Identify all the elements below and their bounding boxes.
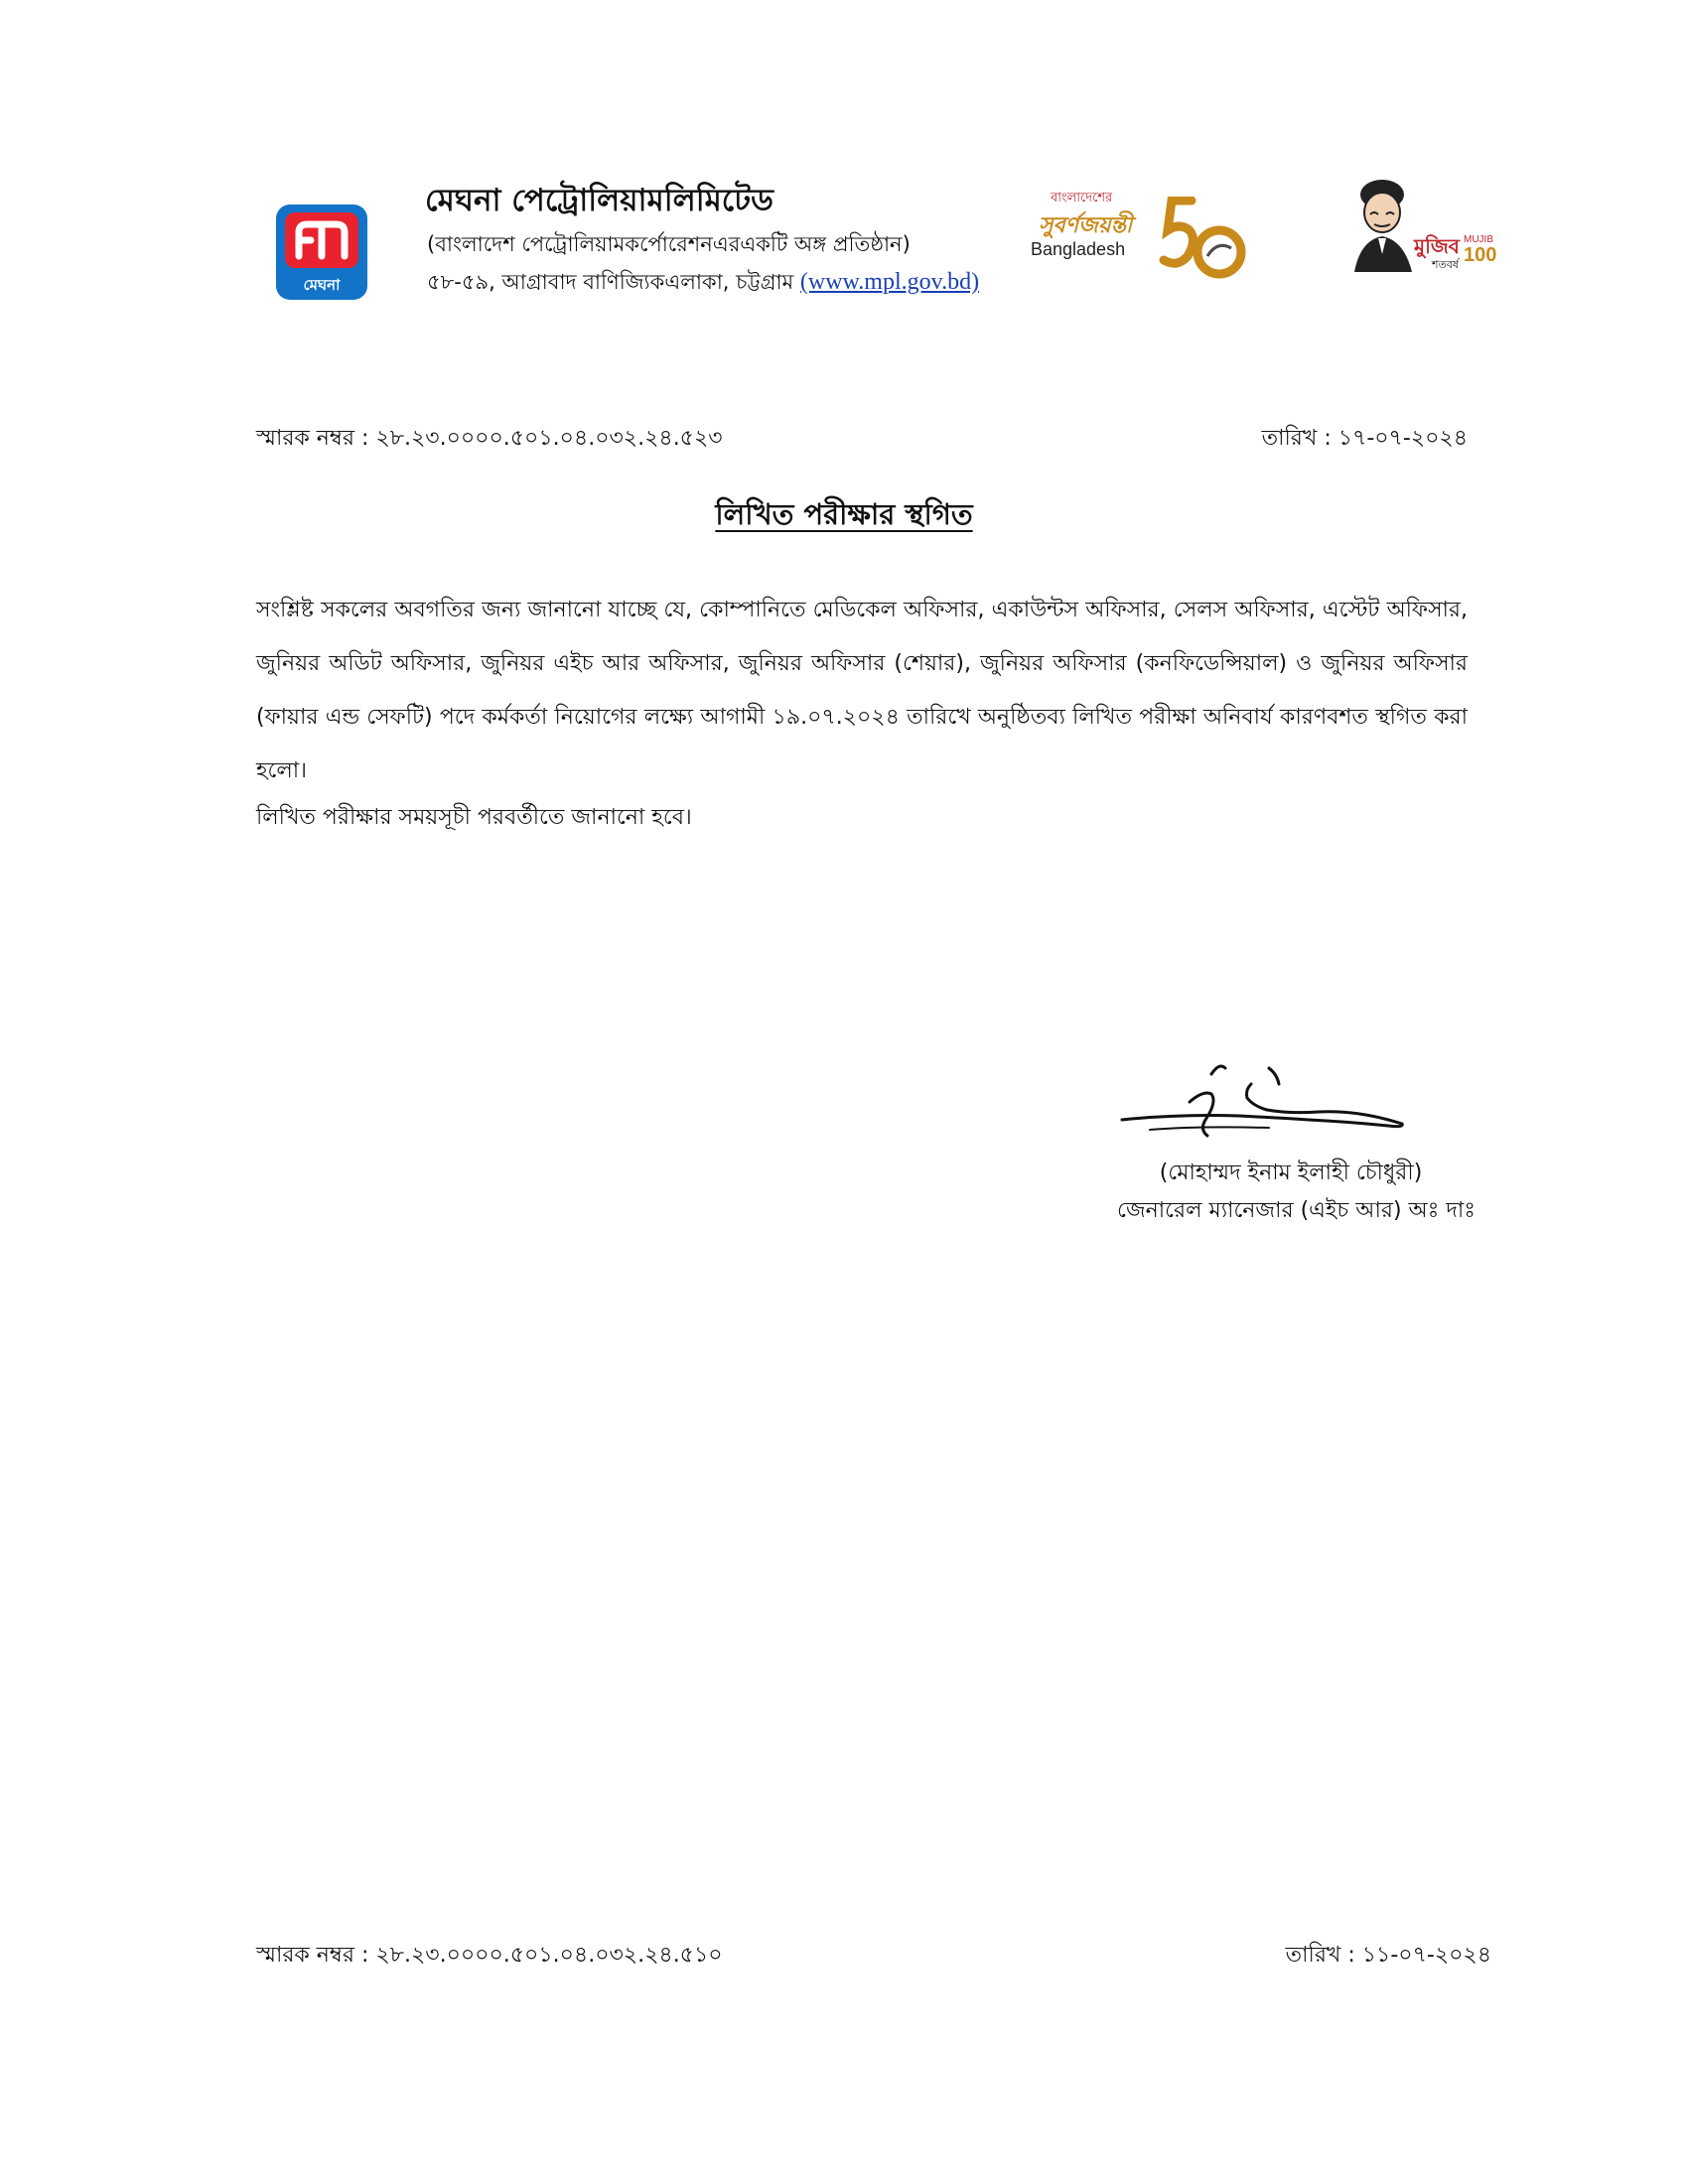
mujib-word: মুজিব (1414, 234, 1460, 258)
company-subtitle: (বাংলাদেশ পেট্রোলিয়ামকর্পোরেশনএরএকটি অঙ্গ প্রতিষ্ঠান) (427, 232, 911, 256)
mujib-100: 100 (1464, 244, 1497, 266)
footer-memo-number: স্মারক নম্বর : ২৮.২৩.০০০০.৫০১.০৪.০৩২.২৪.৫১০ (256, 1943, 723, 1968)
memo-number: স্মারক নম্বর : ২৮.২৩.০০০০.৫০১.০৪.০৩২.২৪.৫২৩ (256, 426, 723, 451)
mujib-centenary-emblem (1350, 175, 1499, 278)
address-text: ৫৮-৫৯, আগ্রাবাদ বাণিজ্যিকএলাকা, চট্টগ্রাম (427, 270, 800, 294)
jubilee-50-icon (1158, 197, 1257, 282)
notice-title-text: লিখিত পরীক্ষার স্থগিত (715, 497, 973, 531)
company-logo (276, 205, 367, 300)
notice-title (0, 492, 1688, 541)
golden-jubilee-emblem (1031, 189, 1259, 284)
mujib-english: MUJIB (1464, 234, 1493, 245)
footer-memo-date: তারিখ : ১১-০৭-২০২৪ (1285, 1943, 1491, 1968)
memo-date: তারিখ : ১৭-০৭-২০২৪ (1261, 426, 1468, 451)
notice-paragraph: সংশ্লিষ্ট সকলের অবগতির জন্য জানানো যাচ্ছে যে, কোম্পানিতে মেডিকেল অফিসার, একাউন্টস অফিসার, সেলস অফিসার, এস্টেট অফিসার, জুনিয়র অডিট অফিসার, জুনিয়র এইচ আর অফিসার, জুনিয়র অফিসার (শেয়ার), জুনিয়র অফিসার (কনফিডেন্সিয়াল) ও জুনিয়র অফিসার (ফায়ার এন্ড সেফটি) পদে কর্মকর্তা নিয়োগের লক্ষ্যে আগামী ১৯.০৭.২০২৪ তারিখে অনুষ্ঠিতব্য লিখিত পরীক্ষা অনিবার্য কারণবশত স্থগিত করা হলো। (256, 598, 1468, 783)
notice-followup: লিখিত পরীক্ষার সময়সূচী পরবর্তীতে জানানো হবে। (256, 805, 692, 830)
signature (1120, 1050, 1418, 1150)
signature-icon (1120, 1050, 1418, 1150)
signatory-role: জেনারেল ম্যানেজার (এইচ আর) অঃ দাঃ (1117, 1198, 1476, 1223)
signatory-name: (মোহাম্মদ ইনাম ইলাহী চৌধুরী) (1159, 1160, 1423, 1185)
jubilee-country-text: Bangladesh (1031, 239, 1126, 259)
company-address (427, 266, 979, 301)
company-name: মেঘনা পেট্রোলিয়ামলিমিটেড (425, 183, 774, 218)
logo-m-icon (285, 212, 358, 268)
portrait-icon (1350, 175, 1420, 274)
logo-mark (285, 212, 358, 268)
logo-caption: মেঘনা (303, 276, 341, 294)
mujib-subtitle: শতবর্ষ (1432, 258, 1459, 271)
jubilee-title-text: সুবর্ণজয়ন্তী (1039, 213, 1133, 238)
website-link[interactable]: (www.mpl.gov.bd) (799, 269, 980, 295)
jubilee-top-text: বাংলাদেশের (1051, 191, 1113, 205)
